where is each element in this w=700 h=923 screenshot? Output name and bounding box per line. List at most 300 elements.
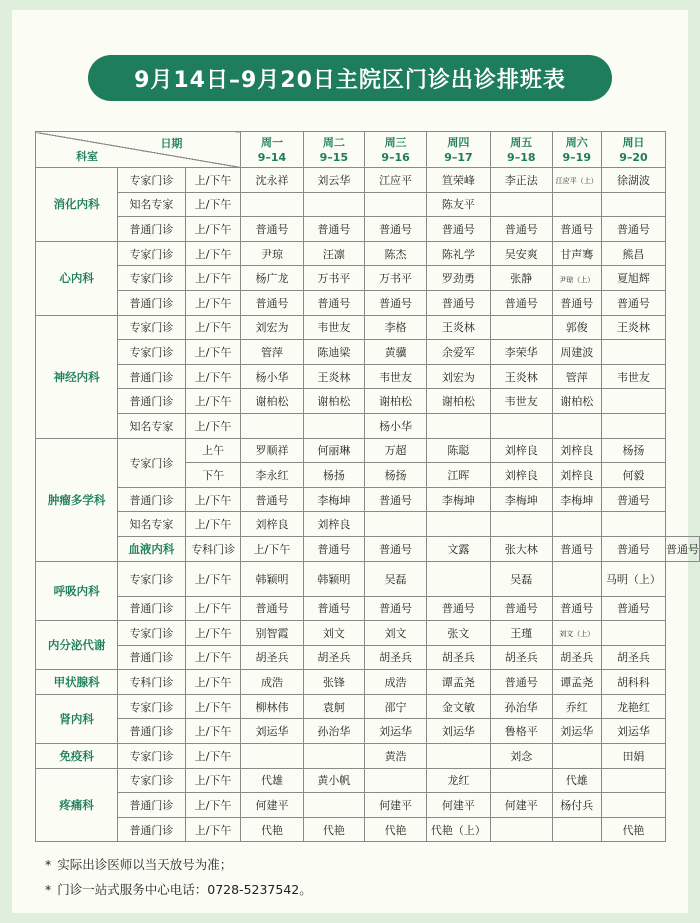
doctor-name: 文露	[447, 542, 470, 556]
day-header	[241, 132, 303, 168]
doctor-cell	[490, 438, 552, 463]
doctor-cell	[241, 561, 303, 596]
doctor-cell	[241, 621, 303, 646]
doctor-name: 何建平	[379, 799, 413, 813]
doctor-name: 刘文（上）	[559, 630, 595, 639]
doctor-cell	[426, 340, 490, 365]
doctor-cell	[601, 487, 665, 512]
doctor-name: 吴磊	[384, 572, 407, 586]
doctor-name: 普通号	[560, 542, 594, 556]
session-time: 上/下午	[185, 266, 241, 291]
clinic-type: 专家门诊	[118, 168, 186, 193]
doctor-cell	[490, 266, 552, 291]
doctor-cell	[426, 192, 490, 217]
doctor-name: 吴磊	[510, 572, 533, 586]
table-row	[36, 192, 700, 217]
doctor-name: 万超	[384, 444, 407, 458]
doctor-cell	[601, 536, 665, 561]
dept-name: 内分泌代谢	[36, 621, 118, 670]
doctor-cell	[490, 241, 552, 266]
session-time: 上/下午	[185, 621, 241, 646]
clinic-type: 专科门诊	[185, 536, 241, 561]
doctor-cell	[426, 241, 490, 266]
doctor-name: 刘运华	[255, 725, 289, 739]
doctor-name: 何丽琳	[317, 444, 351, 458]
doctor-cell	[490, 621, 552, 646]
day-header	[303, 132, 365, 168]
clinic-type: 知名专家	[118, 512, 186, 537]
doctor-cell	[241, 168, 303, 193]
doctor-cell	[365, 389, 427, 414]
day-header	[552, 132, 601, 168]
doctor-cell	[303, 621, 365, 646]
doctor-cell	[490, 364, 552, 389]
doctor-name: 普通号	[441, 222, 475, 236]
doctor-cell	[426, 463, 490, 488]
doctor-name: 杨扬	[622, 444, 645, 458]
doctor-cell	[552, 463, 601, 488]
doctor-cell	[490, 340, 552, 365]
table-header-row	[36, 132, 700, 168]
doctor-cell	[426, 694, 490, 719]
doctor-cell	[241, 670, 303, 695]
table-row	[36, 315, 700, 340]
doctor-name: 韦世友	[616, 370, 650, 384]
doctor-cell	[303, 168, 365, 193]
doctor-cell	[303, 536, 365, 561]
day-name: 周二	[322, 135, 345, 149]
dept-name: 疼痛科	[36, 768, 118, 842]
doctor-name: 刘梓良	[560, 468, 594, 482]
doctor-cell	[303, 463, 365, 488]
doctor-cell	[365, 487, 427, 512]
doctor-name: 江应平	[379, 173, 413, 187]
doctor-cell	[365, 645, 427, 670]
session-time: 上/下午	[185, 168, 241, 193]
table-row	[36, 241, 700, 266]
table-row	[36, 168, 700, 193]
doctor-name: 胡圣兵	[255, 651, 289, 665]
doctor-name: 刘梓良	[504, 468, 538, 482]
doctor-cell	[552, 561, 601, 596]
doctor-name: 王炎林	[317, 370, 351, 384]
doctor-cell	[241, 596, 303, 621]
doctor-cell	[552, 168, 601, 193]
session-time: 上/下午	[185, 817, 241, 842]
doctor-cell	[303, 694, 365, 719]
doctor-cell	[490, 413, 552, 438]
day-header	[490, 132, 552, 168]
session-time: 上/下午	[185, 192, 241, 217]
doctor-name: 江应平（上）	[555, 177, 598, 186]
doctor-name: 代雄	[260, 774, 283, 788]
doctor-cell	[241, 645, 303, 670]
doctor-name: 普通号	[560, 222, 594, 236]
doctor-cell	[303, 364, 365, 389]
doctor-name: 陈礼学	[441, 247, 475, 261]
doctor-cell	[490, 744, 552, 769]
doctor-name: 代艳	[322, 823, 345, 837]
doctor-name: 李梅坤	[504, 493, 538, 507]
session-time: 上/下午	[185, 793, 241, 818]
doctor-cell	[426, 217, 490, 242]
doctor-cell	[303, 266, 365, 291]
doctor-name: 万书平	[379, 272, 413, 286]
session-time: 上/下午	[185, 241, 241, 266]
doctor-name: 胡圣兵	[616, 651, 650, 665]
day-name: 周三	[384, 135, 407, 149]
doctor-name: 谭孟尧	[441, 676, 475, 690]
doctor-cell	[601, 793, 665, 818]
doctor-name: 韦世友	[379, 370, 413, 384]
doctor-cell	[552, 744, 601, 769]
doctor-name: 杨扬	[322, 468, 345, 482]
doctor-name: 代艳	[384, 823, 407, 837]
doctor-cell	[365, 340, 427, 365]
doctor-cell	[601, 413, 665, 438]
doctor-cell	[365, 315, 427, 340]
doctor-name: 刘运华	[616, 725, 650, 739]
table-row	[36, 694, 700, 719]
doctor-cell	[365, 561, 427, 596]
doctor-name: 王炎林	[504, 370, 538, 384]
doctor-cell	[601, 192, 665, 217]
doctor-name: 孙治华	[317, 725, 351, 739]
doctor-name: 乔红	[565, 700, 588, 714]
doctor-name: 罗劲勇	[441, 272, 475, 286]
doctor-cell	[552, 413, 601, 438]
doctor-cell	[365, 192, 427, 217]
doctor-cell	[426, 561, 490, 596]
doctor-cell	[303, 315, 365, 340]
doctor-name: 袁舸	[322, 700, 345, 714]
doctor-cell	[303, 561, 365, 596]
doctor-cell	[241, 266, 303, 291]
doctor-cell	[365, 670, 427, 695]
doctor-cell	[490, 817, 552, 842]
doctor-name: 普通号	[379, 493, 413, 507]
doctor-cell	[303, 744, 365, 769]
doctor-name: 谢柏松	[560, 395, 594, 409]
table-row	[36, 670, 700, 695]
clinic-type: 普通门诊	[118, 645, 186, 670]
doctor-cell	[552, 266, 601, 291]
doctor-name: 郭俊	[565, 321, 588, 335]
doctor-cell	[490, 793, 552, 818]
dept-name: 消化内科	[36, 168, 118, 242]
doctor-cell	[552, 487, 601, 512]
doctor-cell	[601, 719, 665, 744]
doctor-name: 谢柏松	[441, 395, 475, 409]
doctor-name: 韦世友	[317, 321, 351, 335]
doctor-cell	[552, 241, 601, 266]
doctor-cell	[552, 340, 601, 365]
doctor-name: 普通号	[616, 542, 650, 556]
table-row	[36, 438, 700, 463]
session-time: 上/下午	[185, 364, 241, 389]
doctor-name: 龙艳红	[616, 700, 650, 714]
clinic-type: 专科门诊	[118, 670, 186, 695]
day-name: 周五	[510, 135, 533, 149]
doctor-cell	[426, 793, 490, 818]
doctor-cell	[601, 670, 665, 695]
footnote	[45, 852, 312, 877]
doctor-cell	[601, 463, 665, 488]
doctor-name: 普通号	[504, 602, 538, 616]
doctor-name: 何建平	[441, 799, 475, 813]
session-time: 上/下午	[185, 744, 241, 769]
doctor-name: 谢柏松	[255, 395, 289, 409]
doctor-cell	[552, 192, 601, 217]
doctor-name: 陈杰	[384, 247, 407, 261]
doctor-cell	[303, 596, 365, 621]
doctor-cell	[601, 438, 665, 463]
doctor-name: 陈聪	[447, 444, 470, 458]
doctor-name: 别智霞	[255, 626, 289, 640]
doctor-cell	[426, 768, 490, 793]
doctor-name: 张文	[447, 626, 470, 640]
doctor-cell	[365, 463, 427, 488]
doctor-cell	[241, 512, 303, 537]
doctor-cell	[601, 389, 665, 414]
doctor-name: 田娟	[622, 749, 645, 763]
doctor-cell	[490, 217, 552, 242]
doctor-cell	[601, 168, 665, 193]
day-date: 9–14	[257, 150, 287, 164]
doctor-cell	[490, 463, 552, 488]
doctor-cell	[426, 817, 490, 842]
doctor-cell	[552, 719, 601, 744]
doctor-name: 李梅坤	[560, 493, 594, 507]
doctor-cell	[490, 389, 552, 414]
doctor-cell	[552, 793, 601, 818]
doctor-name: 普通号	[317, 222, 351, 236]
doctor-cell	[303, 192, 365, 217]
doctor-name: 杨小华	[379, 419, 413, 433]
session-time: 上/下午	[185, 290, 241, 315]
doctor-cell	[426, 389, 490, 414]
clinic-type: 专家门诊	[118, 340, 186, 365]
session-time: 上/下午	[185, 389, 241, 414]
day-name: 周六	[565, 135, 588, 149]
footnote-text: 门诊一站式服务中心电话：0728-5237542。	[57, 882, 312, 897]
doctor-cell	[241, 192, 303, 217]
doctor-cell	[303, 413, 365, 438]
day-header	[426, 132, 490, 168]
doctor-name: 胡圣兵	[317, 651, 351, 665]
doctor-name: 刘运华	[560, 725, 594, 739]
session-time: 上/下午	[185, 596, 241, 621]
doctor-name: 汪凛	[322, 247, 345, 261]
doctor-cell	[426, 536, 490, 561]
doctor-name: 江晖	[447, 468, 470, 482]
doctor-cell	[426, 364, 490, 389]
table-row	[36, 217, 700, 242]
date-axis-label: 日期	[160, 137, 183, 150]
doctor-cell	[365, 768, 427, 793]
doctor-name: 刘梓良	[255, 518, 289, 532]
doctor-cell	[426, 487, 490, 512]
doctor-cell	[490, 315, 552, 340]
dept-name: 血液内科	[118, 536, 186, 561]
doctor-cell	[426, 315, 490, 340]
doctor-name: 韩颖明	[255, 572, 289, 586]
doctor-cell	[303, 241, 365, 266]
doctor-name: 李荣华	[504, 345, 538, 359]
doctor-name: 代雄	[565, 774, 588, 788]
doctor-cell	[241, 694, 303, 719]
doctor-cell	[365, 290, 427, 315]
doctor-cell	[601, 266, 665, 291]
doctor-name: 黄骥	[384, 345, 407, 359]
schedule-body	[36, 168, 700, 842]
doctor-cell	[426, 512, 490, 537]
session-time: 上/下午	[185, 315, 241, 340]
clinic-type: 专家门诊	[118, 768, 186, 793]
doctor-name: 普通号	[616, 222, 650, 236]
session-time: 上/下午	[241, 536, 303, 561]
doctor-name: 刘梓良	[504, 444, 538, 458]
day-header	[601, 132, 665, 168]
doctor-name: 普通号	[504, 676, 538, 690]
doctor-cell	[241, 217, 303, 242]
table-row	[36, 266, 700, 291]
doctor-name: 普通号	[560, 296, 594, 310]
doctor-name: 周建波	[560, 345, 594, 359]
doctor-name: 普通号	[379, 222, 413, 236]
clinic-type: 普通门诊	[118, 290, 186, 315]
doctor-name: 普通号	[255, 602, 289, 616]
doctor-cell	[241, 340, 303, 365]
doctor-cell	[601, 621, 665, 646]
table-row	[36, 487, 700, 512]
day-date: 9–16	[381, 150, 410, 164]
dept-name: 心内科	[36, 241, 118, 315]
doctor-cell	[601, 512, 665, 537]
doctor-name: 刘文	[384, 626, 407, 640]
day-name: 周日	[622, 135, 645, 149]
doctor-name: 胡圣兵	[560, 651, 594, 665]
doctor-name: 余爱军	[441, 345, 475, 359]
doctor-cell	[365, 793, 427, 818]
day-name: 周一	[260, 135, 283, 149]
doctor-cell	[552, 438, 601, 463]
doctor-name: 管萍	[260, 345, 283, 359]
clinic-type: 专家门诊	[118, 315, 186, 340]
table-row	[36, 340, 700, 365]
doctor-cell	[365, 744, 427, 769]
doctor-cell	[490, 768, 552, 793]
schedule-table	[35, 131, 700, 842]
doctor-cell	[303, 340, 365, 365]
doctor-cell	[552, 670, 601, 695]
doctor-cell	[490, 670, 552, 695]
doctor-cell	[365, 364, 427, 389]
doctor-cell	[241, 768, 303, 793]
doctor-cell	[365, 596, 427, 621]
clinic-type: 普通门诊	[118, 793, 186, 818]
doctor-name: 李格	[384, 321, 407, 335]
dept-name: 肾内科	[36, 694, 118, 743]
doctor-cell	[241, 241, 303, 266]
doctor-cell	[365, 694, 427, 719]
doctor-cell	[365, 621, 427, 646]
doctor-cell	[601, 290, 665, 315]
session-time: 上午	[185, 438, 241, 463]
clinic-type: 专家门诊	[118, 694, 186, 719]
doctor-name: 胡圣兵	[379, 651, 413, 665]
dept-name: 免疫科	[36, 744, 118, 769]
table-row	[36, 364, 700, 389]
doctor-name: 沈永祥	[255, 173, 289, 187]
doctor-name: 刘宏为	[441, 370, 475, 384]
doctor-cell	[552, 768, 601, 793]
day-date: 9–17	[444, 150, 473, 164]
session-time: 上/下午	[185, 670, 241, 695]
doctor-cell	[490, 561, 552, 596]
doctor-cell	[552, 817, 601, 842]
clinic-type: 普通门诊	[118, 217, 186, 242]
doctor-name: 韩颖明	[317, 572, 351, 586]
asterisk-icon: *	[45, 882, 52, 897]
doctor-name: 刘梓良	[560, 444, 594, 458]
doctor-cell	[490, 512, 552, 537]
table-row	[36, 389, 700, 414]
doctor-name: 何建平	[504, 799, 538, 813]
doctor-cell	[303, 793, 365, 818]
doctor-name: 孙治华	[504, 700, 538, 714]
doctor-cell	[241, 290, 303, 315]
doctor-name: 普通号	[504, 222, 538, 236]
doctor-name: 何建平	[255, 799, 289, 813]
doctor-cell	[365, 536, 427, 561]
doctor-cell	[303, 438, 365, 463]
day-date: 9–19	[562, 150, 591, 164]
doctor-cell	[241, 389, 303, 414]
clinic-type: 普通门诊	[118, 487, 186, 512]
doctor-name: 张锋	[322, 676, 345, 690]
doctor-cell	[303, 290, 365, 315]
day-header	[365, 132, 427, 168]
doctor-cell	[426, 744, 490, 769]
clinic-type: 专家门诊	[118, 241, 186, 266]
doctor-cell	[666, 536, 700, 561]
dept-name: 神经内科	[36, 315, 118, 438]
footnote-text: 实际出诊医师以当天放号为准；	[57, 857, 233, 872]
doctor-name: 刘宏为	[255, 321, 289, 335]
doctor-name: 尹琼	[260, 247, 283, 261]
doctor-name: 王瑾	[510, 626, 533, 640]
doctor-name: 普通号	[317, 296, 351, 310]
doctor-cell	[552, 315, 601, 340]
doctor-name: 普通号	[379, 296, 413, 310]
doctor-name: 王炎林	[441, 321, 475, 335]
doctor-name: 夏旭辉	[616, 272, 650, 286]
doctor-cell	[490, 487, 552, 512]
doctor-cell	[365, 266, 427, 291]
clinic-type: 知名专家	[118, 192, 186, 217]
doctor-cell	[241, 744, 303, 769]
doctor-cell	[490, 290, 552, 315]
doctor-cell	[601, 315, 665, 340]
table-row	[36, 768, 700, 793]
doctor-cell	[601, 744, 665, 769]
doctor-name: 刘运华	[379, 725, 413, 739]
asterisk-icon: *	[45, 857, 52, 872]
doctor-cell	[241, 719, 303, 744]
doctor-cell	[303, 719, 365, 744]
doctor-cell	[365, 168, 427, 193]
